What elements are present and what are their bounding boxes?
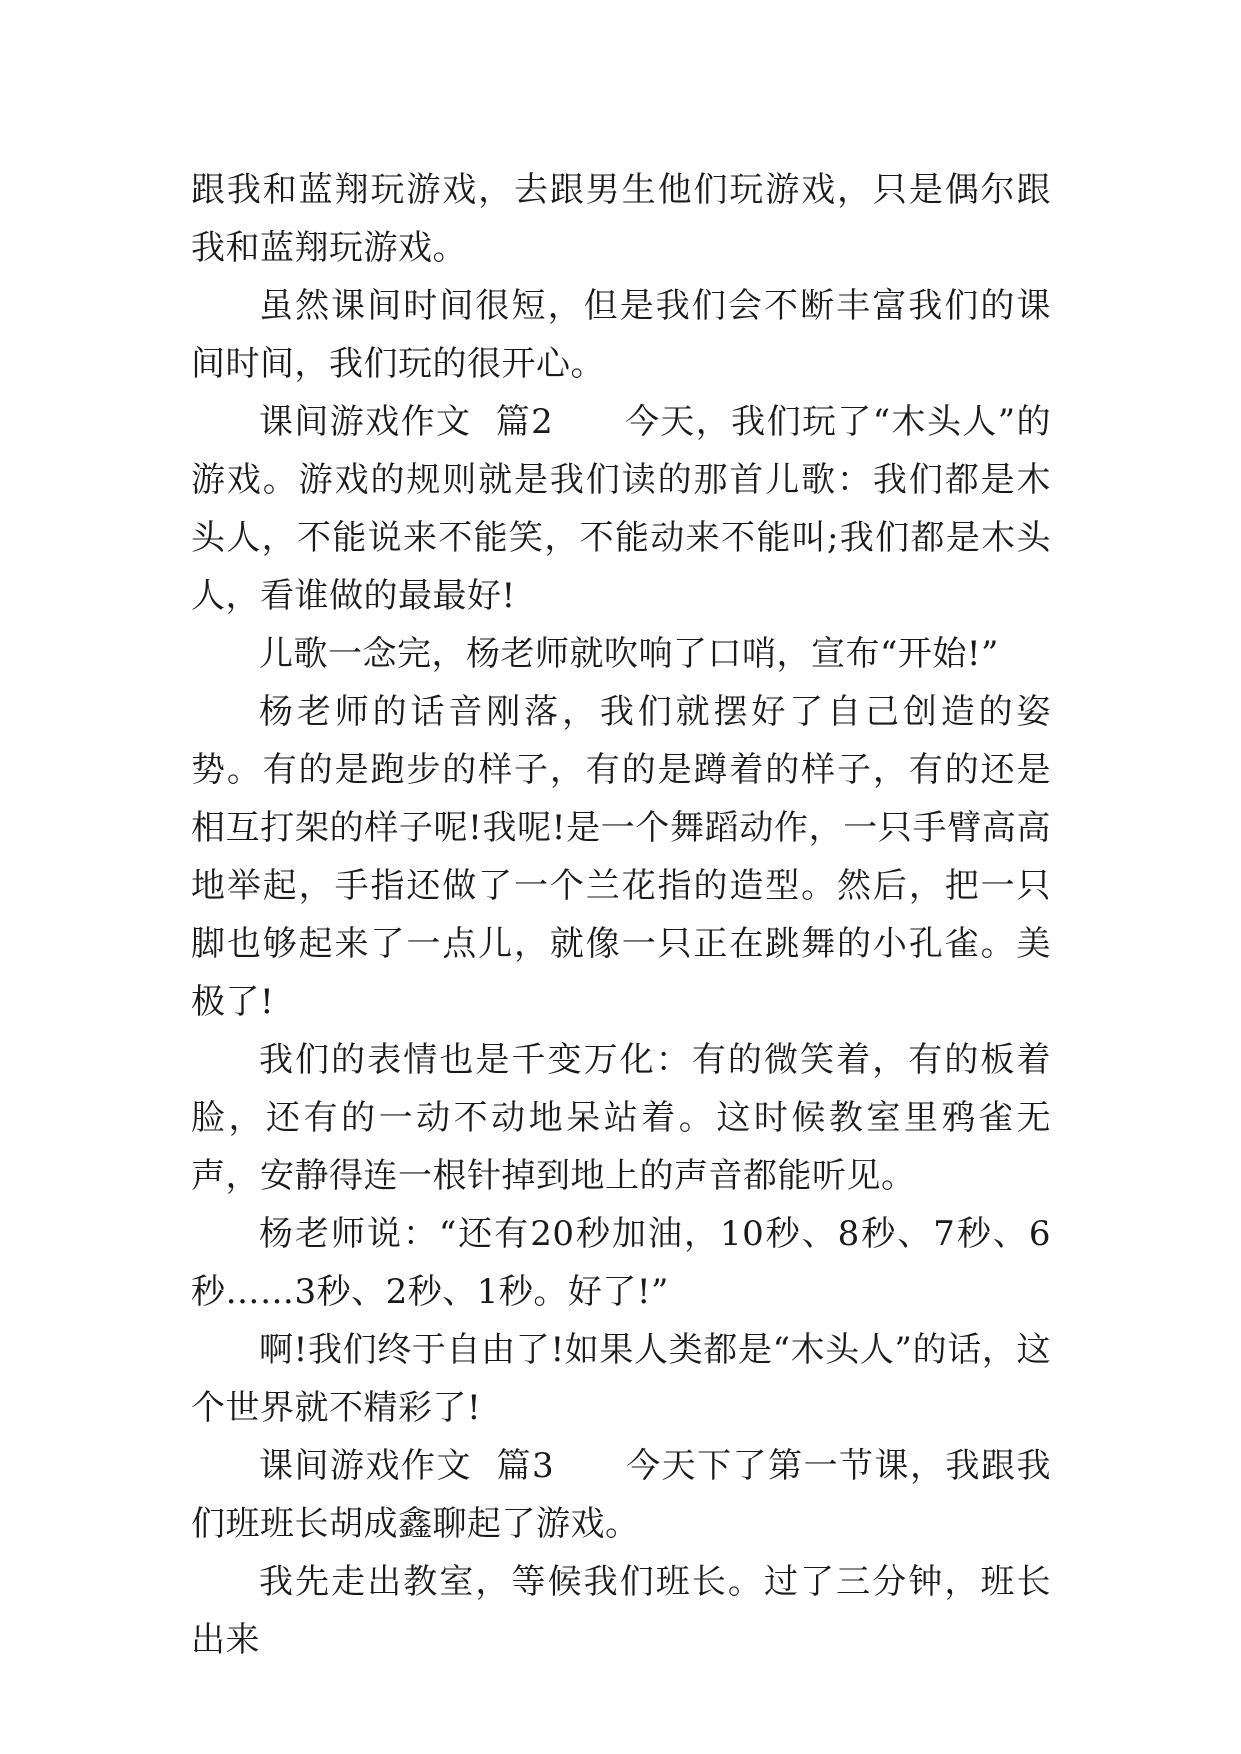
paragraph bbox=[191, 1553, 1051, 1669]
paragraph-text: 跟我和蓝翔玩游戏，去跟男生他们玩游戏，只是偶尔跟我和蓝翔玩游戏。 bbox=[191, 170, 1051, 268]
paragraph-text: 杨老师说：“还有20秒加油，10秒、8秒、7秒、6秒……3秒、2秒、1秒。好了!” bbox=[191, 1214, 1051, 1312]
paragraph bbox=[191, 1321, 1051, 1437]
paragraph bbox=[191, 1205, 1051, 1321]
paragraph bbox=[191, 683, 1051, 1031]
paragraph bbox=[191, 625, 1051, 683]
paragraph bbox=[191, 277, 1051, 393]
paragraph-text: 儿歌一念完，杨老师就吹响了口哨，宣布“开始!” bbox=[259, 634, 999, 674]
heading-gap bbox=[553, 402, 625, 442]
paragraph bbox=[191, 1031, 1051, 1205]
paragraph-essay-2-start bbox=[191, 393, 1051, 625]
paragraph-text: 我先走出教室，等候我们班长。过了三分钟，班长出来 bbox=[191, 1562, 1051, 1660]
essay-heading: 课间游戏作文 篇2 bbox=[259, 402, 554, 442]
paragraph-essay-3-start bbox=[191, 1437, 1051, 1553]
paragraph-text: 今天下了第一节课，我跟我们班班长胡成鑫聊起了游戏。 bbox=[191, 1446, 1052, 1544]
body-text bbox=[191, 161, 1051, 1669]
paragraph-text: 杨老师的话音刚落，我们就摆好了自己创造的姿势。有的是跑步的样子，有的是蹲着的样子，有的还是相互打架的样子呢!我呢!是一个舞蹈动作，一只手臂高高地举起，手指还做了一个兰花指的造型。然后，把一只脚也够起来了一点儿，就像一只正在跳舞的小孔雀。美极了! bbox=[191, 692, 1051, 1022]
paragraph-text: 我们的表情也是千变万化：有的微笑着，有的板着脸，还有的一动不动地呆站着。这时候教室里鸦雀无声，安静得连一根针掉到地上的声音都能听见。 bbox=[191, 1040, 1051, 1196]
paragraph-text: 今天，我们玩了“木头人”的游戏。游戏的规则就是我们读的那首儿歌：我们都是木头人，不能说来不能笑，不能动来不能叫;我们都是木头人，看谁做的最最好! bbox=[191, 402, 1052, 616]
paragraph-text: 啊!我们终于自由了!如果人类都是“木头人”的话，这个世界就不精彩了! bbox=[191, 1330, 1051, 1428]
paragraph-continuation bbox=[191, 161, 1051, 277]
heading-gap bbox=[554, 1446, 626, 1486]
essay-heading: 课间游戏作文 篇3 bbox=[259, 1446, 555, 1486]
paragraph-text: 虽然课间时间很短，但是我们会不断丰富我们的课间时间，我们玩的很开心。 bbox=[191, 286, 1051, 384]
